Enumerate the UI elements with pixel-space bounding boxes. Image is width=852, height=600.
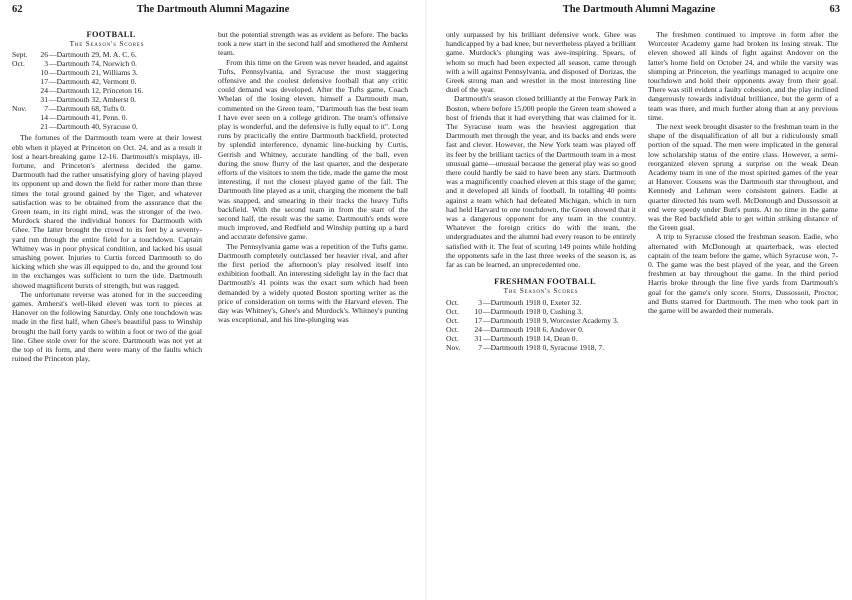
running-title: The Dartmouth Alumni Magazine [136, 4, 290, 15]
right-column-2 [648, 30, 838, 596]
score-row: 17 —Dartmouth 42, Vermont 0. [40, 77, 137, 87]
score-row: Oct. 24 —Dartmouth 1918 6, Andover 0. [446, 324, 584, 334]
score-row: Oct. 3 —Dartmouth 74, Norwich 0. [12, 59, 137, 69]
body-paragraph: only surpassed by his brilliant defensive work. Ghee was handicapped by a bad knee, but nevertheless played a brilliant game. Murdock's plunging was awe-inspiring. Spears, of whom so much had been expected all season, came through with a will against Pennsylvania, and disposed of Dorizas, the Greek strong man and wrestler in the most interesting line duel of the year. [446, 30, 636, 95]
score-row: Oct. 17 —Dartmouth 1918 9, Worcester Academy 3. [446, 315, 619, 325]
body-paragraph: Dartmouth's season closed brilliantly at the Fenway Park in Boston, where before 15,000 people the Green team showed a host of friends that it had everything that was claimed for it. The Syracuse team was the heaviest aggregation that Dartmouth met through the year, and its backs and ends were fast and clever. However, the New York team was played off its feet by the brilliant tactics of the Dartmouth team in a most unusual game—unusual because the general play was so good there could hardly be said to have been any stars. Dartmouth was a magnificently coached eleven at this stage of the game; and it developed all kinds of football. In totalling 40 points against a team which had defeated Michigan, which in turn had held Harvard to one touchdown, the Green showed that it was a dangerous opponent for any team in the country. Whatever the foreign critics do with the team, the undergraduates and the alumni had every reason to be entirely satisfied with it. The feat of scoring 149 points while holding the opponents safe in the last three weeks of the season is, as far as can be learned, an unprecedented one. [446, 94, 636, 270]
score-row: 24 —Dartmouth 12, Princeton 16. [40, 86, 144, 96]
score-row: Oct. 3 —Dartmouth 1918 0, Exeter 32. [446, 297, 582, 307]
left-page-header [12, 4, 414, 18]
score-row: Nov. 7 —Dartmouth 1918 0, Syracuse 1918, 7. [446, 342, 605, 352]
score-row: Oct. 10 —Dartmouth 1918 0, Cushing 3. [446, 306, 583, 316]
body-paragraph: The Pennsylvania game was a repetition of the Tufts game. Dartmouth completely outclassed her heavier rival, and after the first period the afternoon's play resolved itself into exhibition football. An interesting sidelight lay in the fact that Dartmouth's 41 points was the exact sum which had been demanded by a widely quoted Boston sporting writer as the price of consideration on terms with the Harvard eleven. The day was Whitney's, Ghee's and Murdock's. Whitney's punting was exceptional, and his line-plunging was [218, 241, 408, 325]
body-paragraph: The fortunes of the Dartmouth team were at their lowest ebb when it played at Princeton on Oct. 24, and as a result it lost a heart-breaking game 12-16. Dartmouth's misplays, ill-fortune, and Princeton's alertness decided the game. Dartmouth had the rather unsatisfying glory of having played its opponent up and down the field for rather more than three times the total ground gained by the Tiger, and whatever satisfaction was to be obtained from the assurance that the Green team, in its right mind, was the stronger of the two. Murdock shared the individual honors for Dartmouth with Ghee. The latter brought the crowd to its feet by a seventy-yard run through the entire field for a touchdown. Captain Whitney was in poor physical condition, and lacked his usual smashing power. Injuries to Curtis forced Dartmouth to do kicking which she was ill equipped to do, and the ground lost in the exchanges was sufficient to turn the tide. Dartmouth showed magnificent bursts of strength, but was ragged. [12, 133, 202, 290]
body-paragraph: but the potential strength was as evident as before. The backs took a new start in the second half and smothered the Amherst team. [218, 30, 408, 58]
body-paragraph: A trip to Syracuse closed the freshman season. Eadie, who alternated with McDonough at quarterback, was elected captain of the team before the game, which Syracuse won, 7-0. The game was the best played of the year, and the Green freshmen at bay throughout the game. In the third period Harris broke through the line five yards from Dartmouth's goal for the game's only score. Storrs, Dussossoit, Proctor, and Butts starred for Dartmouth. The men who took part in the game will be awarded their numerals. [648, 232, 838, 316]
section-title: FOOTBALL [86, 30, 136, 39]
section-subtitle: The Season's Scores [503, 287, 579, 296]
section-title: FRESHMAN FOOTBALL [494, 277, 596, 287]
body-paragraph: From this time on the Green was never headed, and against Tufts, Pennsylvania, and Syracuse the most staggering offensive and the coolest defensive football that any critic could demand was developed. After the Tufts game, Coach Whelan of the losing eleven, himself a Dartmouth man, commented on the Green team, "Dartmouth has the best team I have ever seen on a college gridiron. The team's offensive play is wonderful, and the defensive is fully equal to it". Long runs by practically the entire Dartmouth backfield, protected by splendid interference, dynamic line-bucking by Curtis, Gerrish and Whitney, accurate handling of the ball, even during the snow flurry of the last quarter, and the desperate efforts of the visitors to stem the tide, made the game the most interesting, if not the closest played game of the fall. The Dartmouth line played as a unit, charging the moment the ball was snapped, and smearing in their tracks the heavy Tufts backfield. With the second team in from the start of the second half, the result was the same. Dartmouth's ends were much improved, and Redfield and Winship putting up a hard and accurate defensive game. [218, 57, 408, 242]
score-row: 14 —Dartmouth 41, Penn. 0. [40, 113, 128, 123]
running-title: The Dartmouth Alumni Magazine [562, 4, 716, 15]
score-row: 21 —Dartmouth 40, Syracuse 0. [40, 122, 138, 132]
score-row: Sept. 26 —Dartmouth 29, M. A. C. 6. [12, 50, 137, 60]
body-paragraph: The freshmen continued to improve in form after the Worcester Academy game had broken its losing streak. The eleven showed all kinds of fight against Andover on the latter's home field on October 24, and while the varsity was slumping at Princeton, the yearlings managed to acquire one touchdown and hold their opponents away from their goal. There was still evident a faulty cohesion, and the play inclined dangerously towards individual brilliance, but the germ of a team was there, and much further along than at any previous time. [648, 30, 838, 122]
page-number: 63 [829, 4, 840, 15]
right-page-header [438, 4, 840, 18]
page-number: 62 [12, 4, 23, 15]
section-spacer [446, 269, 636, 277]
right-column-1 [446, 30, 636, 596]
score-list [446, 298, 636, 352]
body-paragraph: The unfortunate reverse was atoned for in the succeeding games. Amherst's well-liked eleven was torn to pieces at Hanover on the following Saturday. Only one touchdown was made in the first half, when Ghee's beautiful pass to Winship brought the ball forty yards to within a foot or two of the goal line. Ghee stole over for the score. Dartmouth was not yet at the top of its form, and there were many of the faults which ruined the Princeton play, [12, 289, 202, 364]
left-column-1 [12, 30, 202, 596]
right-page [426, 0, 852, 600]
score-row: 10 —Dartmouth 21, Williams 3. [40, 68, 138, 78]
body-paragraph: The next week brought disaster to the freshman team in the shape of the disqualification of all but a ridiculously small portion of the squad. The men were implicated in the general low scholarship status of the entire class. However, a semi-reorganized eleven sprung a surprise on the weak Dean Academy team in one of the most spirited games of the year at Hanover. Cousens was the Dartmouth star throughout, and Kennedy and Lehman were consistent gainers. Eadie at quarter directed his team well. McDonough and Dussossoit at end were speedy under Butt's punts. At no time in the game was the Red backfield able to get within striking distance of the Green goal. [648, 122, 838, 233]
score-row: 31 —Dartmouth 32, Amherst 0. [40, 95, 137, 105]
score-row: Nov. 7 —Dartmouth 68, Tufts 0. [12, 104, 127, 114]
score-row: Oct. 31 —Dartmouth 1918 14, Dean 0. [446, 333, 578, 343]
score-list [12, 50, 202, 131]
section-subtitle: The Season's Scores [69, 40, 145, 49]
left-column-2 [218, 30, 408, 596]
